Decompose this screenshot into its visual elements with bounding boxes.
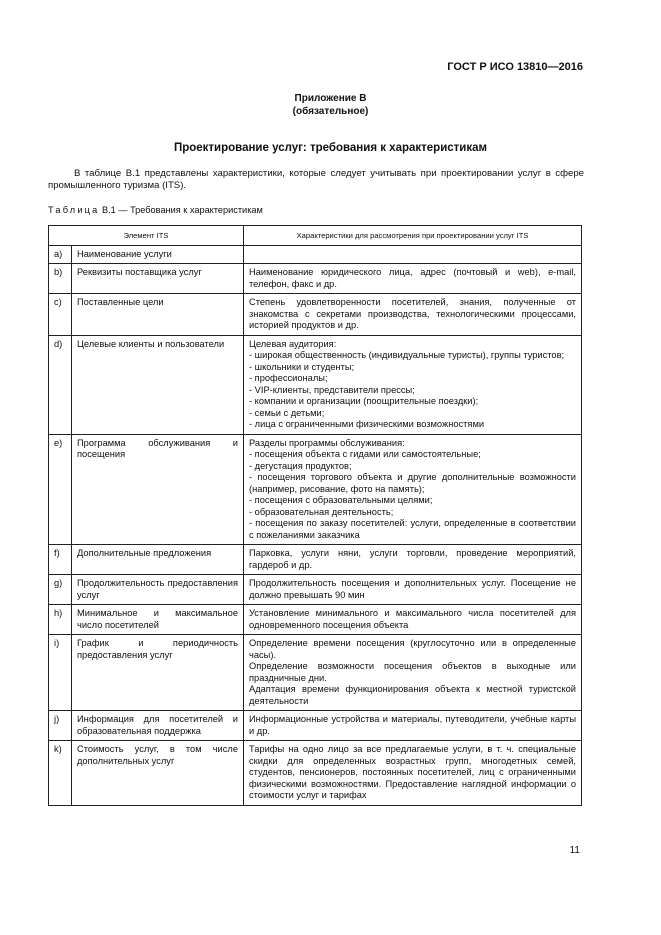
requirements-table: [48, 225, 582, 806]
table-row: [49, 434, 582, 545]
characteristic-line: Тарифы на одно лицо за все предлагаемые услуги, в т. ч. специальные скидки для определенных возрастных групп, многодетных семей, студентов, пенсионеров, постоянных посетителей, лиц с ограниченными физическими возможностями. Предоставление наглядной информации о стоимости услуг и тарифах: [249, 744, 576, 800]
table-header-row: [49, 226, 582, 246]
row-element: График и периодичность предоставления услуг: [72, 635, 244, 711]
row-element: Продолжительность предоставления услуг: [72, 575, 244, 605]
characteristic-line: Наименование юридического лица, адрес (почтовый и web), e-mail, телефон, факс и др.: [249, 267, 576, 289]
row-code: a): [49, 245, 72, 264]
characteristic-line: Продолжительность посещения и дополнительных услуг. Посещение не должно превышать 90 мин: [249, 578, 576, 600]
row-characteristics: [244, 264, 582, 294]
appendix-subtitle: (обязательное): [292, 106, 369, 117]
characteristic-line: - дегустация продуктов;: [249, 460, 352, 471]
row-element: Поставленные цели: [72, 294, 244, 336]
characteristic-line: - посещения по заказу посетителей: услуги, определенные в соответствии с пожеланиями заказчика: [249, 518, 576, 540]
table-row: [49, 575, 582, 605]
section-title: Проектирование услуг: требования к характеристикам: [173, 142, 488, 154]
characteristic-line: - компании и организации (поощрительные поездки);: [249, 396, 479, 406]
table-row: [49, 605, 582, 635]
table-row: [49, 294, 582, 336]
appendix-title: Приложение В: [294, 93, 367, 104]
table-row: [49, 545, 582, 575]
row-code: j): [49, 711, 72, 741]
characteristic-line: Разделы программы обслуживания:: [249, 437, 405, 448]
row-characteristics: [244, 711, 582, 741]
row-element: Программа обслуживания и посещения: [72, 434, 244, 545]
characteristic-line: - школьники и студенты;: [249, 361, 355, 372]
row-characteristics: [244, 434, 582, 545]
header-element: Элемент ITS: [49, 226, 244, 246]
row-element: Минимальное и максимальное число посетителей: [72, 605, 244, 635]
header-characteristics: Характеристики для рассмотрения при проектировании услуг ITS: [244, 226, 582, 246]
row-characteristics: [244, 575, 582, 605]
row-characteristics: [244, 545, 582, 575]
table-row: [49, 741, 582, 806]
table-caption-text: В.1 — Требования к характеристикам: [102, 205, 263, 215]
row-code: e): [49, 434, 72, 545]
row-characteristics: [244, 635, 582, 711]
intro-paragraph: В таблице В.1 представлены характеристики, которые следует учитывать при проектировании услуг в сфере промышленного туризма (ITS).: [48, 168, 584, 191]
table-row: [49, 711, 582, 741]
row-element: Стоимость услуг, в том числе дополнительных услуг: [72, 741, 244, 806]
characteristic-line: Установление минимального и максимального числа посетителей для одновременного посещения объекта: [249, 608, 576, 630]
characteristic-line: - семьи с детьми;: [249, 407, 325, 418]
characteristic-line: - посещения с образовательными целями;: [249, 495, 433, 505]
characteristic-line: - лица с ограниченными физическими возможностями: [249, 419, 485, 429]
characteristic-line: - посещения торгового объекта и другие дополнительные возможности (например, рисование, фото на память);: [249, 472, 576, 494]
characteristic-line: - VIP-клиенты, представители прессы;: [249, 384, 415, 395]
row-element: Информация для посетителей и образовательная поддержка: [72, 711, 244, 741]
row-characteristics: [244, 741, 582, 806]
row-element: Целевые клиенты и пользователи: [72, 335, 244, 434]
row-code: h): [49, 605, 72, 635]
row-code: k): [49, 741, 72, 806]
characteristic-line: - профессионалы;: [249, 373, 328, 383]
row-code: g): [49, 575, 72, 605]
row-characteristics: [244, 335, 582, 434]
row-characteristics: [244, 605, 582, 635]
characteristic-line: Определение времени посещения (круглосуточно или в определенные часы).: [249, 638, 576, 660]
row-code: i): [49, 635, 72, 711]
characteristic-line: Целевая аудитория:: [249, 338, 337, 349]
characteristic-line: Информационные устройства и материалы, путеводители, учебные карты и др.: [249, 714, 576, 736]
table-caption-label: Таблица: [48, 205, 100, 215]
appendix-heading: [0, 92, 661, 118]
table-row: [49, 335, 582, 434]
characteristic-line: Адаптация времени функционирования объекта к местной туристской деятельности: [249, 684, 576, 706]
row-characteristics: [244, 245, 582, 264]
characteristic-line: - образовательная деятельность;: [249, 506, 394, 517]
row-element: Наименование услуги: [72, 245, 244, 264]
table-body: [49, 245, 582, 805]
characteristic-line: Степень удовлетворенности посетителей, знания, полученные от знакомства с секретами производства, технологическими процессами, историей продуктов и др.: [249, 297, 576, 330]
row-code: c): [49, 294, 72, 336]
characteristic-line: - широкая общественность (индивидуальные туристы), группы туристов;: [249, 350, 565, 360]
characteristic-line: - посещения объекта с гидами или самостоятельные;: [249, 449, 481, 459]
table-row: [49, 635, 582, 711]
characteristic-line: Определение возможности посещения объектов в выходные или праздничные дни.: [249, 661, 576, 683]
row-element: Реквизиты поставщика услуг: [72, 264, 244, 294]
page-number: 11: [569, 845, 580, 856]
table-caption: [48, 205, 263, 215]
table-row: [49, 264, 582, 294]
row-code: b): [49, 264, 72, 294]
row-characteristics: [244, 294, 582, 336]
table-row: [49, 245, 582, 264]
row-code: d): [49, 335, 72, 434]
standard-code: ГОСТ Р ИСО 13810—2016: [447, 61, 583, 73]
characteristic-line: [249, 249, 576, 261]
characteristic-line: Парковка, услуги няни, услуги торговли, проведение мероприятий, гардероб и др.: [249, 548, 576, 570]
row-element: Дополнительные предложения: [72, 545, 244, 575]
row-code: f): [49, 545, 72, 575]
